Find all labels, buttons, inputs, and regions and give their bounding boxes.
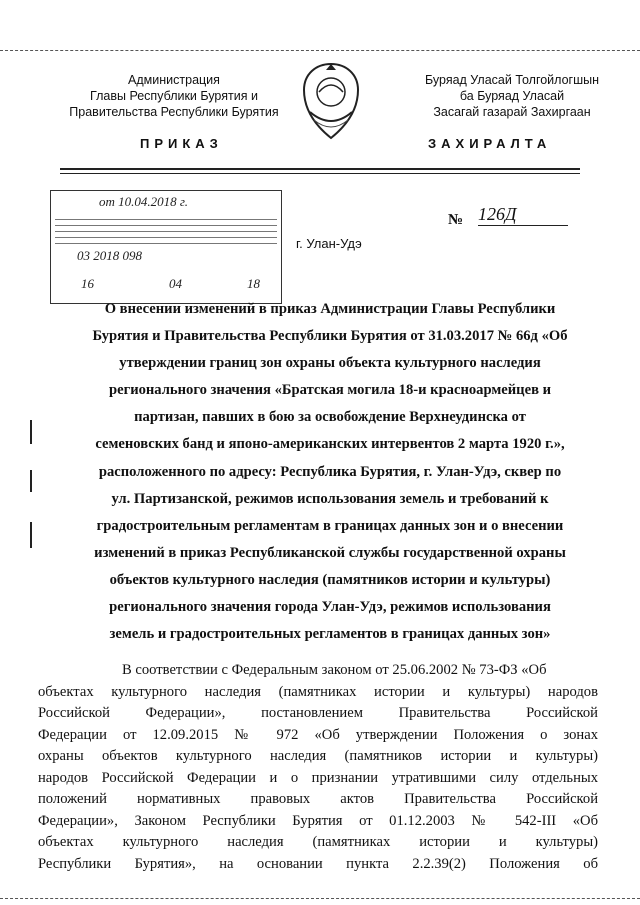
margin-mark-2	[30, 470, 32, 492]
order-word-left: ПРИКАЗ	[140, 136, 223, 151]
order-word-right: ЗАХИРАЛТА	[428, 136, 552, 151]
title-line-6: семеновских банд и японо-американских интервентов 2 марта 1920 г.»,	[95, 436, 565, 453]
coat-of-arms-icon	[296, 60, 366, 142]
stamp-date-month: 04	[169, 276, 182, 291]
stamp-fine-print	[55, 219, 277, 247]
body-line-8: Федерации», Законом Республики Бурятия от 01.12.2003 № 542-III «Об	[38, 812, 598, 829]
body-line-7: положений нормативных правовых актов Правительства Российской	[38, 791, 598, 807]
left-header-line-2: Главы Республики Бурятия и	[90, 89, 258, 103]
left-header-line-1: Администрация	[128, 73, 220, 87]
bottom-scan-line	[0, 898, 640, 899]
stamp-reference: 03 2018 098	[77, 248, 142, 263]
title-line-2: Бурятия и Правительства Республики Бурятия от 31.03.2017 № 66д «Об	[92, 328, 568, 345]
title-line-9: градостроительным регламентам в границах данных зон и о внесении	[96, 517, 564, 534]
title-line-10: изменений в приказ Республиканской службы государственной охраны	[94, 544, 566, 561]
document-number-value: 126Д	[478, 204, 568, 226]
registration-stamp	[50, 190, 282, 304]
body-line-9: объектах культурного наследия (памятниках истории и культуры)	[38, 834, 598, 850]
body-line-3: Российской Федерации», постановлением Правительства Российской	[38, 705, 598, 721]
margin-mark-1	[30, 420, 32, 444]
title-line-4: регионального значения «Братская могила 18-и красноармейцев и	[108, 382, 552, 399]
document-title	[40, 296, 620, 648]
right-header-line-3: Засагай газарай Захиргаан	[433, 105, 591, 119]
body-line-2: объектах культурного наследия (памятниках истории и культуры) народов	[38, 683, 598, 700]
city-name: г. Улан-Удэ	[296, 236, 362, 251]
order-date: от 10.04.2018 г.	[99, 194, 189, 209]
title-line-1: О внесении изменений в приказ Администрации Главы Республики	[104, 301, 556, 317]
header-rule-top	[60, 168, 580, 170]
title-line-5: партизан, павших в бою за освобождение Верхнеудинска от	[134, 409, 526, 426]
document-body	[38, 660, 598, 875]
margin-mark-3	[30, 522, 32, 548]
left-header	[44, 72, 304, 120]
left-header-line-3: Правительства Республики Бурятия	[69, 105, 279, 119]
title-line-13: земель и градостроительных регламентов в границах данных зон»	[109, 626, 551, 643]
body-line-1: В соответствии с Федеральным законом от 25.06.2002 № 73-ФЗ «Об	[122, 662, 547, 678]
document-number-label: №	[448, 212, 464, 228]
stamp-date-year: 18	[247, 276, 260, 291]
title-line-12: регионального значения города Улан-Удэ, режимов использования	[109, 599, 551, 616]
body-line-6: народов Российской Федерации и о признании утратившими силу отдельных	[38, 769, 598, 786]
stamp-date-day: 16	[81, 276, 94, 291]
right-header-line-2: ба Буряад Уласай	[459, 89, 565, 103]
title-line-3: утверждении границ зон охраны объекта культурного наследия	[119, 355, 541, 372]
title-line-8: ул. Партизанской, режимов использования земель и требований к	[111, 490, 549, 507]
body-line-4: Федерации от 12.09.2015 № 972 «Об утверждении Положения о зонах	[38, 726, 598, 743]
top-scan-line	[0, 50, 640, 51]
right-header	[382, 72, 640, 120]
header-rule-bottom	[60, 173, 580, 174]
body-line-5: охраны объектов культурного наследия (памятников истории и культуры)	[38, 748, 598, 764]
title-line-7: расположенного по адресу: Республика Бурятия, г. Улан-Удэ, сквер по	[98, 463, 562, 480]
body-line-10: Республики Бурятия», на основании пункта 2.2.39(2) Положения об	[38, 855, 598, 872]
title-line-11: объектов культурного наследия (памятников истории и культуры)	[109, 571, 551, 588]
right-header-line-1: Буряад Уласай Толгойлогшын	[424, 73, 600, 87]
